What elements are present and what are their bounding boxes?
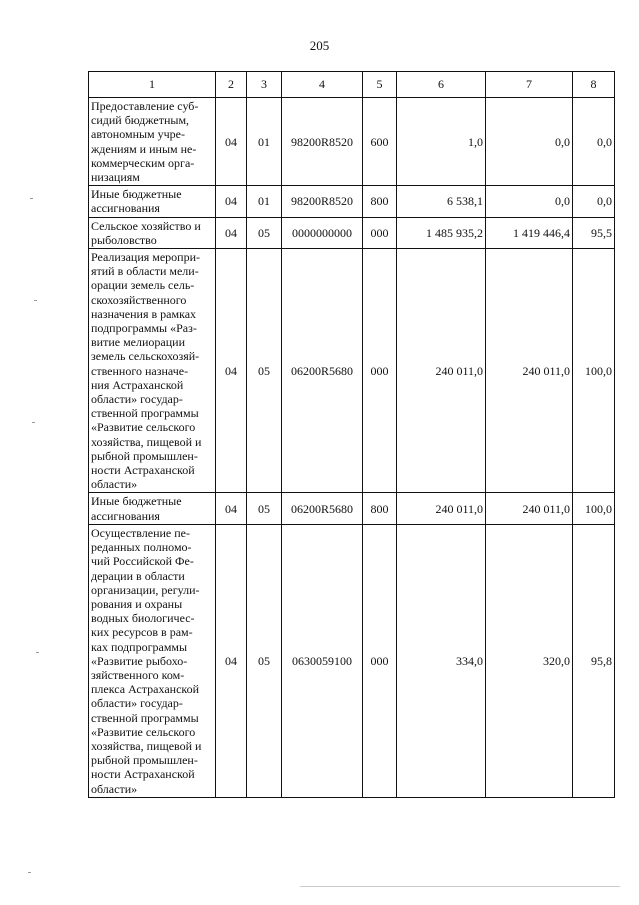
row-expense-type-cell: 000 xyxy=(363,249,397,493)
row-executed-cell: 0,0 xyxy=(486,98,573,186)
row-executed-cell: 0,0 xyxy=(486,186,573,217)
header-col-3: 3 xyxy=(247,72,282,98)
row-expense-type-cell: 800 xyxy=(363,186,397,217)
row-executed-cell: 1 419 446,4 xyxy=(486,217,573,248)
row-percent-cell: 95,8 xyxy=(573,524,615,797)
row-plan-cell: 240 011,0 xyxy=(397,249,486,493)
row-executed-cell: 240 011,0 xyxy=(486,493,573,524)
row-name-cell: Иные бюджетные ассигнования xyxy=(89,186,216,217)
bottom-rule xyxy=(300,886,620,887)
row-name-cell: Сельское хозяйство и рыболовство xyxy=(89,217,216,248)
row-target-article-cell: 98200R8520 xyxy=(282,186,363,217)
row-percent-cell: 100,0 xyxy=(573,493,615,524)
row-percent-cell: 100,0 xyxy=(573,249,615,493)
row-section-cell: 04 xyxy=(216,98,247,186)
row-name-cell: Иные бюджетные ассигнования xyxy=(89,493,216,524)
row-name-cell: Осуществление пе- реданных полномо- чий Российской Фе- дерации в области организации, регули- рования и охраны водных биологичес- ких ресурсов в рам- ках подпрограммы «Развитие рыбохо- зяйственного ком- плекса Астраханской области» государ- ственной программы «Развитие сельского хозяйства, пищевой и рыбной промышлен- ности Астраханской области» xyxy=(89,524,216,797)
row-plan-cell: 6 538,1 xyxy=(397,186,486,217)
table-row xyxy=(89,186,615,217)
header-col-4: 4 xyxy=(282,72,363,98)
row-executed-cell: 320,0 xyxy=(486,524,573,797)
row-percent-cell: 0,0 xyxy=(573,98,615,186)
row-expense-type-cell: 600 xyxy=(363,98,397,186)
header-col-6: 6 xyxy=(397,72,486,98)
row-plan-cell: 1,0 xyxy=(397,98,486,186)
row-plan-cell: 240 011,0 xyxy=(397,493,486,524)
table-row xyxy=(89,249,615,493)
header-col-2: 2 xyxy=(216,72,247,98)
row-expense-type-cell: 000 xyxy=(363,524,397,797)
table-body xyxy=(89,98,615,798)
row-subsection-cell: 05 xyxy=(247,493,282,524)
row-subsection-cell: 05 xyxy=(247,217,282,248)
row-target-article-cell: 0630059100 xyxy=(282,524,363,797)
row-target-article-cell: 06200R5680 xyxy=(282,493,363,524)
table-header-row xyxy=(89,72,615,98)
row-name-cell: Реализация меропри- ятий в области мели- орации земель сель- скохозяйственного назначения в рамках подпрограммы «Раз- витие мелиорации земель сельскохозяй- ственного назначе- ния Астраханской области» государ- ственной программы «Развитие сельского хозяйства, пищевой и рыбной промышлен- ности Астраханской области» xyxy=(89,249,216,493)
row-subsection-cell: 05 xyxy=(247,524,282,797)
row-subsection-cell: 01 xyxy=(247,186,282,217)
margin-mark xyxy=(28,872,31,873)
row-section-cell: 04 xyxy=(216,217,247,248)
row-target-article-cell: 06200R5680 xyxy=(282,249,363,493)
table-row xyxy=(89,217,615,248)
row-section-cell: 04 xyxy=(216,249,247,493)
row-name-cell: Предоставление суб- сидий бюджетным, автономным учре- ждениям и иным не- коммерческим орга- низациям xyxy=(89,98,216,186)
header-col-1: 1 xyxy=(89,72,216,98)
row-expense-type-cell: 800 xyxy=(363,493,397,524)
table-row xyxy=(89,493,615,524)
page-number: 205 xyxy=(309,38,330,53)
row-section-cell: 04 xyxy=(216,524,247,797)
row-subsection-cell: 01 xyxy=(247,98,282,186)
row-executed-cell: 240 011,0 xyxy=(486,249,573,493)
row-percent-cell: 0,0 xyxy=(573,186,615,217)
row-percent-cell: 95,5 xyxy=(573,217,615,248)
header-col-5: 5 xyxy=(363,72,397,98)
row-plan-cell: 1 485 935,2 xyxy=(397,217,486,248)
table-row xyxy=(89,524,615,797)
row-section-cell: 04 xyxy=(216,493,247,524)
table-row xyxy=(89,98,615,186)
row-target-article-cell: 98200R8520 xyxy=(282,98,363,186)
margin-mark xyxy=(30,198,33,199)
row-expense-type-cell: 000 xyxy=(363,217,397,248)
margin-mark xyxy=(32,422,35,423)
row-subsection-cell: 05 xyxy=(247,249,282,493)
budget-table xyxy=(88,71,615,798)
margin-mark xyxy=(34,300,37,301)
header-col-7: 7 xyxy=(486,72,573,98)
margin-mark xyxy=(36,652,39,653)
header-col-8: 8 xyxy=(573,72,615,98)
row-section-cell: 04 xyxy=(216,186,247,217)
row-plan-cell: 334,0 xyxy=(397,524,486,797)
row-target-article-cell: 0000000000 xyxy=(282,217,363,248)
